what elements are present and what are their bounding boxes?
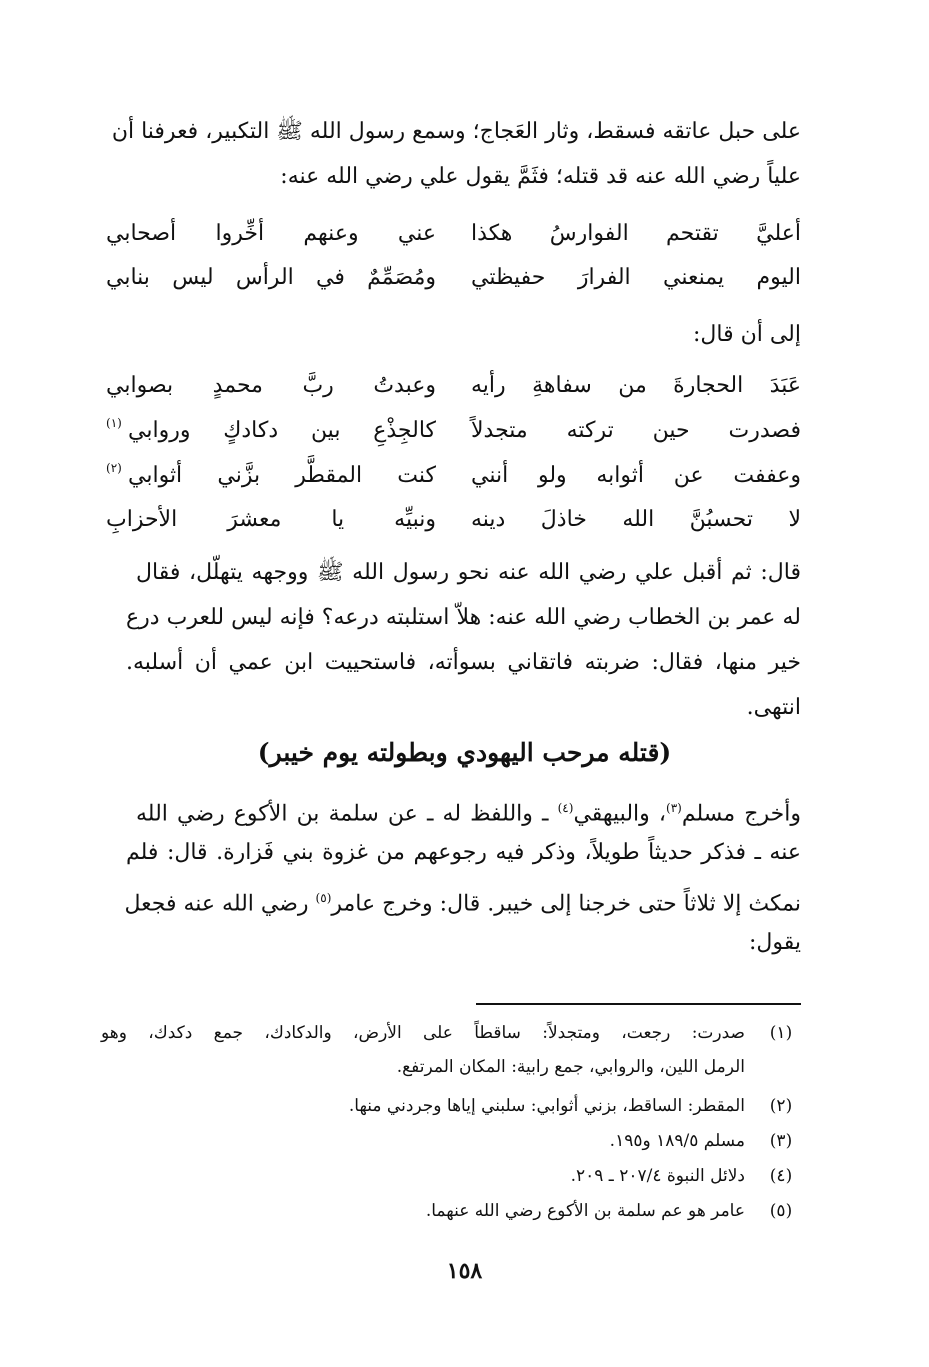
footnote-number: (١)	[769, 1023, 793, 1043]
verse-first-hemistich: اليوم يمنعني الفرارَ حفيظتي	[471, 265, 801, 290]
text-line: قال: ثم أقبل علي رضي الله عنه نحو رسول الله ﷺ ووجهه يتهلّل، فقال	[136, 560, 801, 585]
text-run: ، والبيهقي	[573, 801, 666, 827]
verse	[106, 500, 801, 540]
footnote-ref: (٢)	[106, 461, 122, 475]
verse-first-hemistich: وعففت عن أثوابه ولو أنني	[471, 463, 801, 488]
footnote-ref: (٣)	[666, 801, 682, 815]
text-line: على حبل عاتقه فسقط، وثار العَجاج؛ وسمع رسول الله ﷺ التكبير، فعرفنا أن	[111, 119, 801, 144]
verse-second-hemistich: كنت المقطَّر بزَّني أثوابي	[128, 463, 436, 488]
verse-first-hemistich: عَبَدَ الحجارةَ من سفاهةِ رأيه	[471, 373, 801, 398]
section-heading: (قتله مرحب اليهودي وبطولته يوم خيبر)	[257, 738, 672, 767]
footnote-ref: (٥)	[315, 891, 332, 905]
footnote-number: (٤)	[769, 1166, 793, 1186]
verse	[106, 214, 801, 254]
text-run: وأخرج مسلم	[681, 801, 801, 827]
footnote-ref: (١)	[106, 416, 122, 430]
verse	[106, 366, 801, 406]
text-run: رضي الله عنه فجعل	[124, 891, 316, 917]
text-run: ـ واللفظ له ـ عن سلمة بن الأكوع رضي الله	[136, 801, 558, 827]
verse-first-hemistich: لا تحسبُنَّ الله خاذلَ دينه	[471, 507, 801, 532]
text-line: له عمر بن الخطاب رضي الله عنه: هلاّ استلبته درعه؟ فإنه ليس للعرب درع	[126, 605, 801, 630]
footnote-number: (٢)	[769, 1096, 793, 1116]
footnote-text: عامر هو عم سلمة بن الأكوع رضي الله عنهما.	[425, 1201, 745, 1221]
verse-second-hemistich: كالجِذْعِ بين دكادكٍ وروابي	[128, 418, 436, 443]
footnote-text: مسلم ١٨٩/٥ و١٩٥.	[609, 1131, 745, 1151]
text-line: علياً رضي الله عنه قد قتله؛ فثَمَّ يقول علي رضي الله عنه:	[280, 164, 801, 189]
text-line: يقول:	[748, 930, 801, 955]
text-line: انتهى.	[746, 695, 801, 720]
transition-text: إلى أن قال:	[692, 322, 801, 347]
footnote-text: الرمل اللين، والروابي، جمع رابية: المكان المرتفع.	[396, 1057, 745, 1077]
text-run: نمكث إلا ثلاثاً حتى خرجنا إلى خيبر. قال: وخرج عامر	[331, 891, 801, 917]
footnote-text: دلائل النبوة ٢٠٧/٤ ـ ٢٠٩.	[570, 1166, 745, 1186]
footnote-text: صدرت: رجعت، ومتجدلاً: ساقطاً على الأرض، والدكادك، جمع دكدك، وهو	[101, 1023, 745, 1043]
verse-second-hemistich: وعبدتُ ربَّ محمدٍ بصوابي	[106, 373, 436, 398]
verse-first-hemistich: فصدرت حين تركته متجدلاً	[471, 418, 801, 443]
verse-second-hemistich: ومُصَمِّمٌ في الرأس ليس بنابي	[106, 265, 436, 290]
verse-second-hemistich: ونبيِّه يا معشرَ الأحزابِ	[106, 507, 436, 532]
verse	[106, 411, 801, 451]
verse-first-hemistich: أعليَّ تقتحم الفوارسُ هكذا	[471, 221, 801, 246]
verse	[106, 456, 801, 496]
footnote-ref: (٤)	[557, 801, 574, 815]
text-line: عنه ـ فذكر حديثاً طويلاً، وذكر فيه رجوعهم من غزوة بني فَزارة. قال: فلم	[126, 840, 801, 865]
verse-second-hemistich: عني وعنهم أخِّروا أصحابي	[106, 221, 436, 246]
text-line	[126, 878, 801, 924]
text-line: خير منها، فقال: ضربته فاتقاني بسوأته، فاستحييت ابن عمي أن أسلبه.	[126, 650, 801, 675]
text-line	[136, 788, 801, 834]
verse	[106, 258, 801, 298]
footnote-number: (٣)	[769, 1131, 793, 1151]
footnote-number: (٥)	[769, 1201, 793, 1221]
footnote-divider	[476, 1003, 801, 1005]
page-number: ١٥٨	[446, 1258, 483, 1284]
footnote-text: المقطر: الساقط، بزني أثوابي: سلبني إياها وجردني منها.	[348, 1096, 745, 1116]
